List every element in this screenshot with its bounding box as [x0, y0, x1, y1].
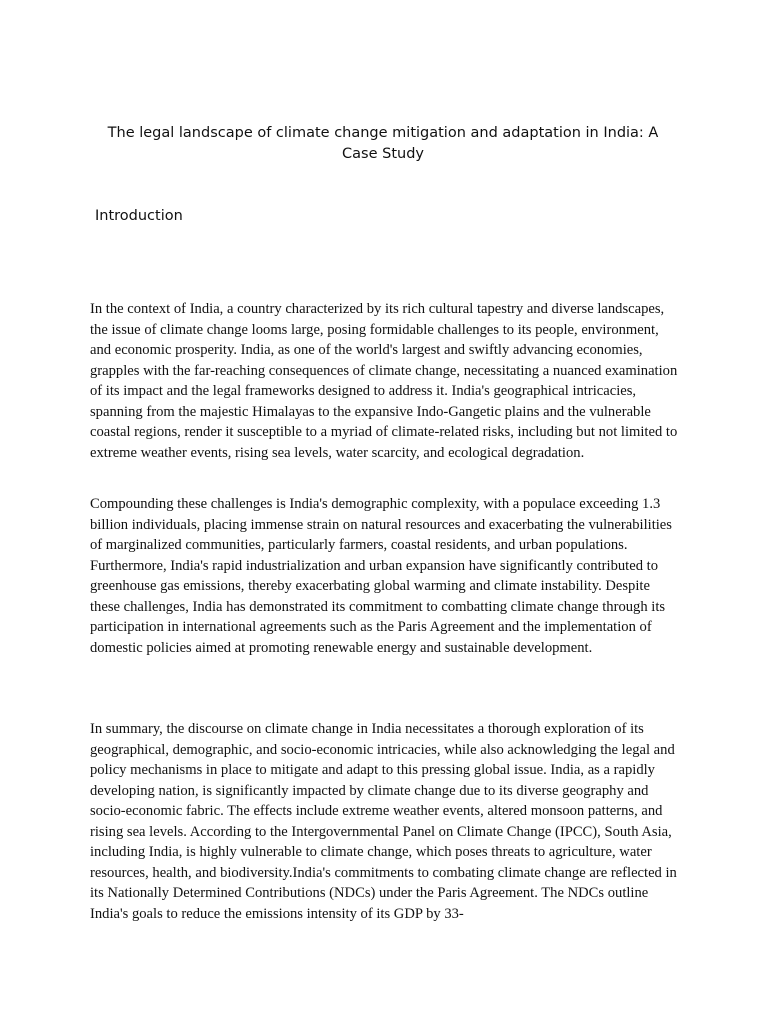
body-paragraph-1: In the context of India, a country characterized by its rich cultural tapestry and diverse landscapes, the issue of climate change looms large, posing formidable challenges to its people, environment, and economic prosperity. India, as one of the world's largest and swiftly advancing economies, grapples with the far-reaching consequences of climate change, necessitating a nuanced examination of its impact and the legal frameworks designed to address it. India's geographical intricacies, spanning from the majestic Himalayas to the expansive Indo-Gangetic plains and the vulnerable coastal regions, render it susceptible to a myriad of climate-related risks, including but not limited to extreme weather events, rising sea levels, water scarcity, and ecological degradation. — [90, 301, 678, 461]
body-paragraph-3: In summary, the discourse on climate change in India necessitates a thorough exploration of its geographical, demographic, and socio-economic intricacies, while also acknowledging the legal and policy mechanisms in place to mitigate and adapt to this pressing global issue. India, as a rapidly developing nation, is significantly impacted by climate change due to its diverse geography and socio-economic fabric. The effects include extreme weather events, altered monsoon patterns, and rising sea levels. According to the Intergovernmental Panel on Climate Change (IPCC), South Asia, including India, is highly vulnerable to climate change, which poses threats to agriculture, water resources, health, and biodiversity.India's commitments to combating climate change are reflected in its Nationally Determined Contributions (NDCs) under the Paris Agreement. The NDCs outline India's goals to reduce the emissions intensity of its GDP by 33- — [90, 721, 677, 922]
section-heading: Introduction — [95, 208, 183, 224]
document-title: The legal landscape of climate change mitigation and adaptation in India: A Case Study — [107, 125, 659, 162]
body-paragraph-2: Compounding these challenges is India's demographic complexity, with a populace exceeding 1.3 billion individuals, placing immense strain on natural resources and exacerbating the vulnerabilities of marginalized communities, particularly farmers, coastal residents, and urban populations. Furthermore, India's rapid industrialization and urban expansion have significantly contributed to greenhouse gas emissions, thereby exacerbating global warming and climate instability. Despite these challenges, India has demonstrated its commitment to combatting climate change through its participation in international agreements such as the Paris Agreement and the implementation of domestic policies aimed at promoting renewable energy and sustainable development. — [90, 496, 672, 656]
